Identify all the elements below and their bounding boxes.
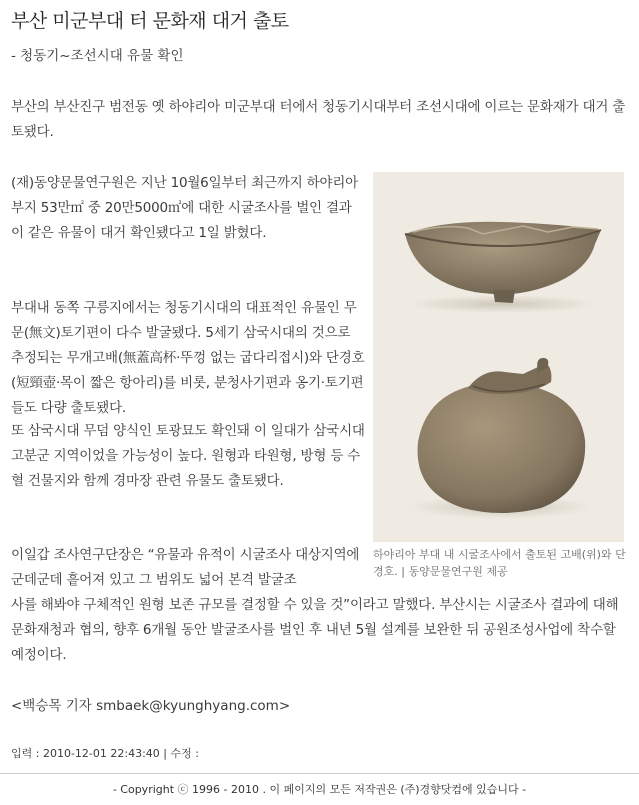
paragraph-plans-rest: 사를 해봐야 구체적인 원형 보존 규모를 결정할 수 있을 것”이라고 말했다. 부산시는 시굴조사 결과에 대해 문화재청과 협의, 향후 6개월 동안 발굴조사를 벌인 후 내년 5월 설계를 보완한 뒤 공원조성사업에 착수할 예정이다. xyxy=(11,597,619,663)
paragraph-plans-line1: 이일갑 조사연구단장은 “유물과 유적이 시굴조사 대상지역에 군데군데 흩어져 있고 그 범위도 넓어 본격 발굴조 xyxy=(11,547,360,588)
paragraph-survey: (재)동양문물연구원은 지난 10월6일부터 최근까지 하야리아 부지 53만㎡ 중 20만5000㎡에 대한 시굴조사를 벌인 결과 이 같은 유물이 대거 확인됐다고 1일 밝혔다. xyxy=(11,175,359,241)
jar-body xyxy=(418,382,586,513)
paragraph-findings: 부대내 동쪽 구릉지에서는 청동기시대의 대표적인 유물인 무문(無文)토기편이 다수 발굴됐다. 5세기 삼국시대의 것으로 추정되는 무개고배(無蓋高杯·뚜껑 없는 굽다리접시)와 단경호(短頸壺·목이 짧은 항아리)를 비롯, 분청사기편과 옹기·토기편들도 다량 출토됐다. xyxy=(11,300,365,416)
copyright-footer: - Copyright ⓒ 1996 - 2010 . 이 페이지의 모든 저작권은 (주)경향닷컴에 있습니다 - xyxy=(112,783,527,796)
photo-caption: 하야리아 부대 내 시굴조사에서 출토된 고배(위)와 단경호. | 동양문물연구원 제공 xyxy=(373,548,626,578)
artifact-photo-image xyxy=(373,172,624,542)
artifact-photo xyxy=(373,172,624,542)
article-subtitle: - 청동기~조선시대 유물 확인 xyxy=(11,48,184,64)
dateline: 입력 : 2010-12-01 22:43:40 | 수정 : xyxy=(11,747,199,760)
paragraph-intro: 부산의 부산진구 범전동 옛 하야리아 미군부대 터에서 청동기시대부터 조선시대에 이르는 문화재가 대거 출토됐다. xyxy=(11,99,626,140)
byline: <백승목 기자 smbaek@kyunghyang.com> xyxy=(11,698,291,714)
paragraph-tombs: 또 삼국시대 무덤 양식인 토광묘도 확인돼 이 일대가 삼국시대 고분군 지역이었을 가능성이 높다. 원형과 타원형, 방형 등 수혈 건물지와 함께 경마장 관련 유물도 출토됐다. xyxy=(11,423,365,489)
article-title: 부산 미군부대 터 문화재 대거 출토 xyxy=(11,10,289,32)
footer-divider xyxy=(0,773,639,774)
